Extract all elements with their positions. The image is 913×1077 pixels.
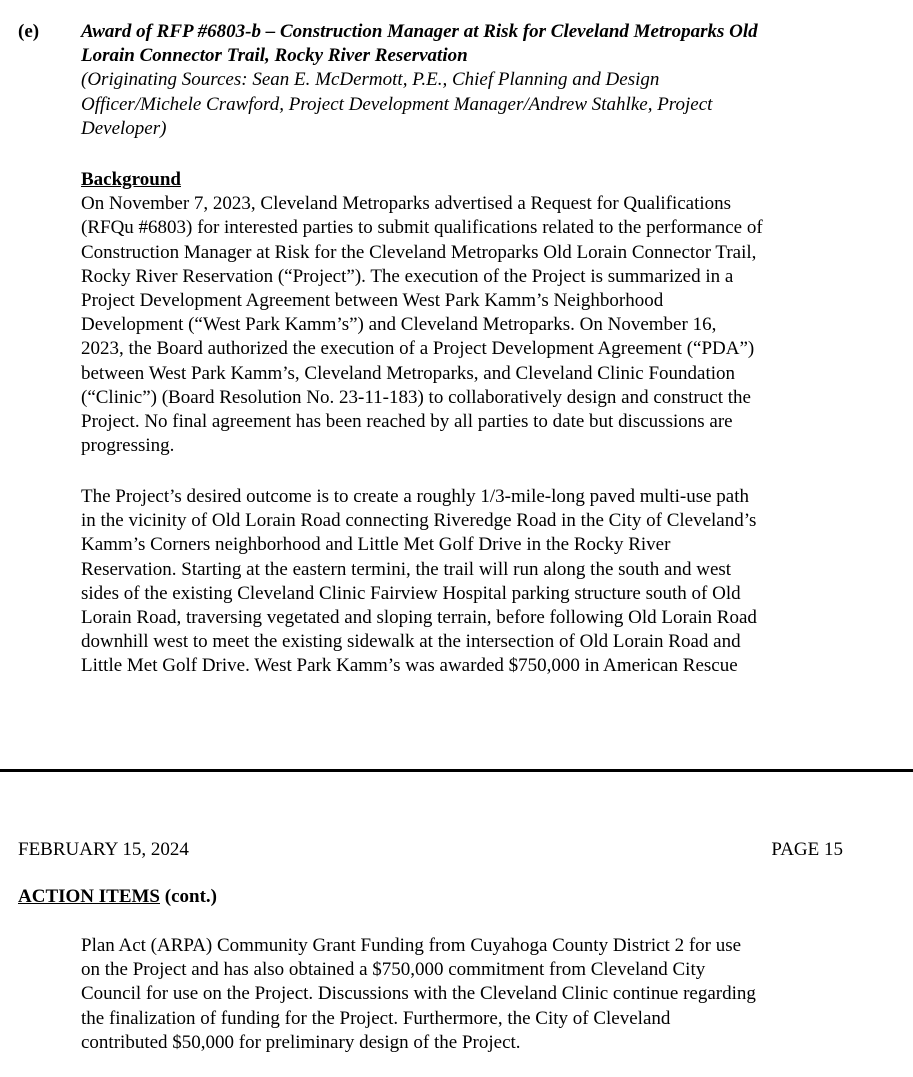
background-section [81,168,901,458]
paragraph-line: Lorain Road, traversing vegetated and sloping terrain, before following Old Lorain Road [81,607,757,629]
paragraph-line: Project. No final agreement has been reached by all parties to date but discussions are [81,411,733,433]
paragraph-line: (RFQu #6803) for interested parties to submit qualifications related to the performance of [81,217,763,239]
background-heading: Background [81,169,181,190]
originating-sources-line: (Originating Sources: Sean E. McDermott, P.E., Chief Planning and Design [81,69,660,91]
item-header [81,20,896,141]
page-number: PAGE 15 [771,839,843,860]
paragraph-line: On November 7, 2023, Cleveland Metroparks advertised a Request for Qualifications [81,193,732,215]
item-title-line: Award of RFP #6803-b – Construction Manager at Risk for Cleveland Metroparks Old [81,21,758,42]
item-marker: (e) [18,21,40,42]
paragraph-line: The Project’s desired outcome is to create a roughly 1/3-mile-long paved multi-use path [81,486,749,507]
page-break-divider [0,769,913,772]
paragraph-line: between West Park Kamm’s, Cleveland Metroparks, and Cleveland Clinic Foundation [81,362,736,384]
paragraph-line: (“Clinic”) (Board Resolution No. 23-11-183) to collaboratively design and construct the [81,386,751,408]
paragraph-line: Construction Manager at Risk for the Cleveland Metroparks Old Lorain Connector Trail, [81,241,757,263]
section-heading-suffix: (cont.) [160,886,217,907]
section-heading [18,885,217,909]
background-paragraph-1 [81,192,901,458]
continuation-paragraph [81,934,901,1055]
paragraph-line: Kamm’s Corners neighborhood and Little Met Golf Drive in the Rocky River [81,534,671,556]
paragraph-line: on the Project and has also obtained a $750,000 commitment from Cleveland City [81,959,706,981]
section-heading-title: ACTION ITEMS [18,886,160,907]
page-date: FEBRUARY 15, 2024 [18,839,189,860]
originating-sources-line: Developer) [81,117,167,139]
paragraph-line: 2023, the Board authorized the execution of a Project Development Agreement (“PDA”) [81,338,755,360]
paragraph-line: the finalization of funding for the Project. Furthermore, the City of Cleveland [81,1007,671,1029]
paragraph-line: Little Met Golf Drive. West Park Kamm’s was awarded $750,000 in American Rescue [81,655,738,677]
paragraph-line: Development (“West Park Kamm’s”) and Cleveland Metroparks. On November 16, [81,314,717,336]
background-paragraph-2 [81,485,901,679]
originating-sources [81,68,896,141]
page-running-header [18,838,843,862]
paragraph-line: Council for use on the Project. Discussions with the Cleveland Clinic continue regarding [81,983,756,1005]
paragraph-line: in the vicinity of Old Lorain Road connecting Riveredge Road in the City of Cleveland’s [81,510,757,532]
paragraph-line: downhill west to meet the existing sidewalk at the intersection of Old Lorain Road and [81,631,741,653]
paragraph-line: contributed $50,000 for preliminary design of the Project. [81,1031,521,1053]
paragraph-line: progressing. [81,435,175,457]
item-title [81,20,896,68]
paragraph-line: Project Development Agreement between West Park Kamm’s Neighborhood [81,290,664,312]
item-title-line: Lorain Connector Trail, Rocky River Reservation [81,45,468,67]
paragraph-line: Plan Act (ARPA) Community Grant Funding from Cuyahoga County District 2 for use [81,935,742,956]
paragraph-line: Reservation. Starting at the eastern termini, the trail will run along the south and west [81,558,732,580]
paragraph-line: Rocky River Reservation (“Project”). The execution of the Project is summarized in a [81,265,734,287]
paragraph-line: sides of the existing Cleveland Clinic Fairview Hospital parking structure south of Old [81,582,741,604]
originating-sources-line: Officer/Michele Crawford, Project Development Manager/Andrew Stahlke, Project [81,93,713,115]
